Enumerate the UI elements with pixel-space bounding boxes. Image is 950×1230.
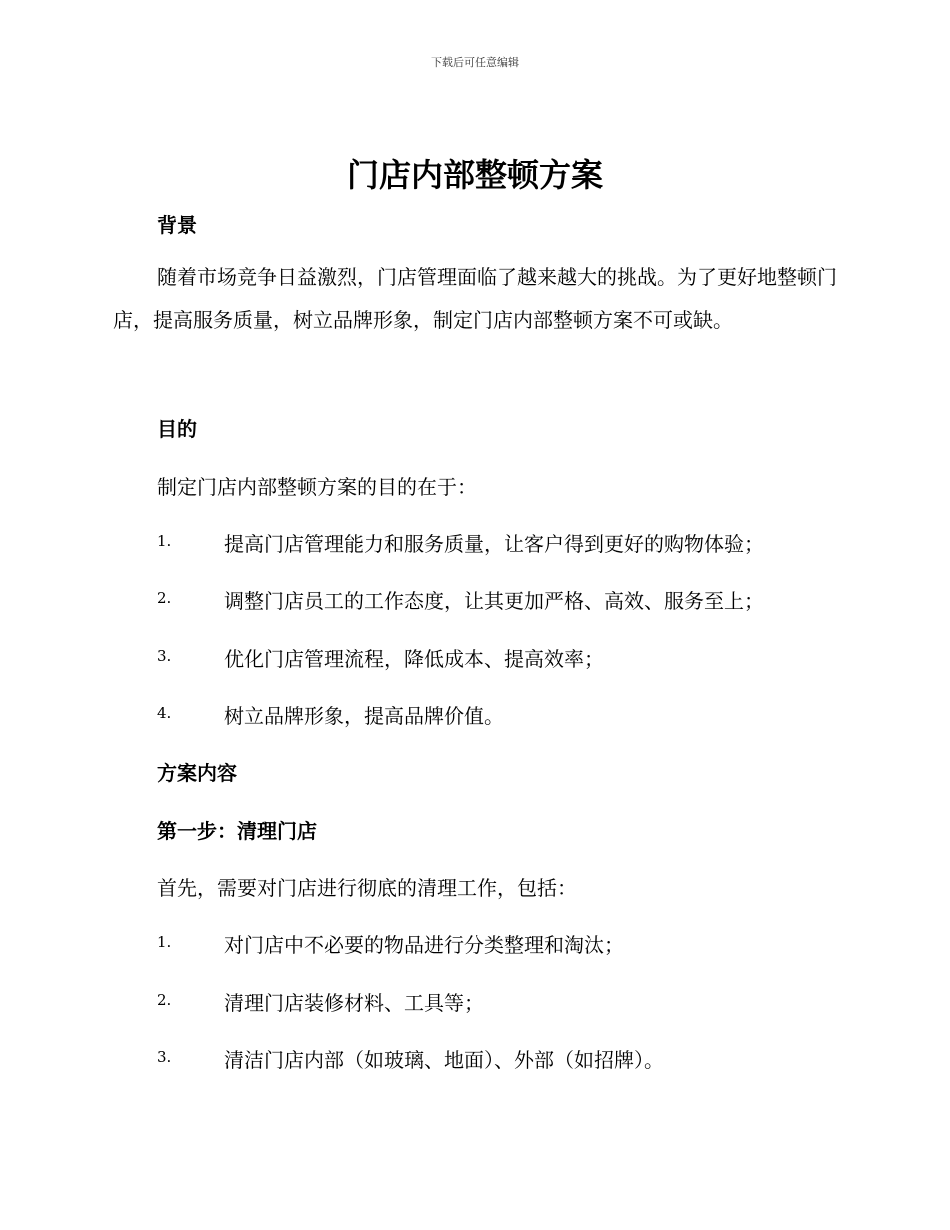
header-note: 下载后可任意编辑 [431,56,519,69]
list-number: 2. [157,991,172,1009]
list-item [157,643,857,671]
list-text: 清洁门店内部（如玻璃、地面）、外部（如招牌）。 [224,1048,664,1072]
list-number: 1. [157,933,172,951]
list-number: 3. [157,1048,172,1066]
list-text: 树立品牌形象，提高品牌价值。 [224,704,504,728]
list-text: 对门店中不必要的物品进行分类整理和淘汰； [224,933,624,957]
step1-intro: 首先，需要对门店进行彻底的清理工作，包括： [157,876,577,900]
list-item [157,528,857,556]
background-paragraph [113,256,853,342]
document-title: 门店内部整顿方案 [346,156,603,194]
step1-heading: 第一步：清理门店 [157,819,317,843]
purpose-intro: 制定门店内部整顿方案的目的在于： [157,475,477,499]
section-heading-purpose: 目的 [157,417,197,441]
section-heading-background: 背景 [157,213,197,237]
list-text: 清理门店装修材料、工具等； [224,991,484,1015]
list-number: 2. [157,589,172,607]
list-item [157,987,857,1015]
list-text: 优化门店管理流程，降低成本、提高效率； [224,647,604,671]
background-paragraph-text: 随着市场竞争日益激烈，门店管理面临了越来越大的挑战。为了更好地整顿门店，提高服务质量，树立品牌形象，制定门店内部整顿方案不可或缺。 [113,265,837,332]
list-text: 提高门店管理能力和服务质量，让客户得到更好的购物体验； [224,532,764,556]
list-item [157,585,857,613]
list-item [157,700,857,728]
list-item [157,929,857,957]
list-number: 4. [157,704,172,722]
list-number: 1. [157,532,172,550]
list-number: 3. [157,647,172,665]
list-item [157,1044,857,1072]
section-heading-plan: 方案内容 [157,761,237,785]
list-text: 调整门店员工的工作态度，让其更加严格、高效、服务至上； [224,589,764,613]
